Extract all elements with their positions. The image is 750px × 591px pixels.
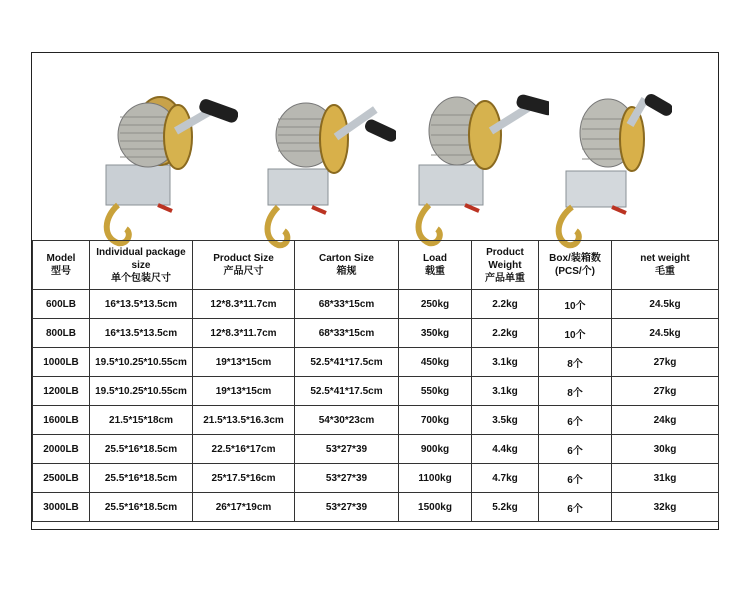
table-cell: 30kg xyxy=(612,435,719,464)
table-cell: 19.5*10.25*10.55cm xyxy=(90,348,193,377)
table-cell: 800LB xyxy=(33,319,90,348)
product-photo-band xyxy=(32,53,718,239)
table-cell: 25.5*16*18.5cm xyxy=(90,493,193,522)
table-cell: 16*13.5*13.5cm xyxy=(90,319,193,348)
table-row xyxy=(33,377,719,406)
table-cell: 19*13*15cm xyxy=(193,377,295,406)
table-row xyxy=(33,435,719,464)
table-cell: 350kg xyxy=(399,319,472,348)
table-cell: 25.5*16*18.5cm xyxy=(90,464,193,493)
table-cell: 10个 xyxy=(539,290,612,319)
table-cell: 6个 xyxy=(539,406,612,435)
table-cell: 5.2kg xyxy=(472,493,539,522)
table-cell: 4.7kg xyxy=(472,464,539,493)
table-cell: 8个 xyxy=(539,377,612,406)
column-header-carton-size: Carton Size 箱规 xyxy=(295,241,399,290)
table-cell: 3.1kg xyxy=(472,348,539,377)
table-row xyxy=(33,319,719,348)
table-cell: 25.5*16*18.5cm xyxy=(90,435,193,464)
table-cell: 27kg xyxy=(612,377,719,406)
table-row xyxy=(33,464,719,493)
table-cell: 450kg xyxy=(399,348,472,377)
spec-sheet xyxy=(31,52,719,530)
column-header-product-size: Product Size 产品尺寸 xyxy=(193,241,295,290)
table-cell: 31kg xyxy=(612,464,719,493)
table-cell: 52.5*41*17.5cm xyxy=(295,377,399,406)
table-cell: 27kg xyxy=(612,348,719,377)
table-cell: 24.5kg xyxy=(612,319,719,348)
table-cell: 32kg xyxy=(612,493,719,522)
table-cell: 54*30*23cm xyxy=(295,406,399,435)
table-cell: 900kg xyxy=(399,435,472,464)
table-cell: 12*8.3*11.7cm xyxy=(193,319,295,348)
table-cell: 6个 xyxy=(539,464,612,493)
table-cell: 1000LB xyxy=(33,348,90,377)
table-cell: 1500kg xyxy=(399,493,472,522)
table-cell: 25*17.5*16cm xyxy=(193,464,295,493)
table-cell: 3.1kg xyxy=(472,377,539,406)
table-cell: 2.2kg xyxy=(472,290,539,319)
table-cell: 1600LB xyxy=(33,406,90,435)
table-cell: 6个 xyxy=(539,435,612,464)
table-cell: 8个 xyxy=(539,348,612,377)
table-cell: 53*27*39 xyxy=(295,493,399,522)
table-cell: 19.5*10.25*10.55cm xyxy=(90,377,193,406)
table-cell: 10个 xyxy=(539,319,612,348)
column-header-box-qty: Box/装箱数 (PCS/个) xyxy=(539,241,612,290)
table-cell: 3000LB xyxy=(33,493,90,522)
table-cell: 600LB xyxy=(33,290,90,319)
hand-winch-image xyxy=(522,89,672,249)
hand-winch-image xyxy=(88,87,238,247)
table-cell: 19*13*15cm xyxy=(193,348,295,377)
table-cell: 21.5*13.5*16.3cm xyxy=(193,406,295,435)
table-cell: 21.5*15*18cm xyxy=(90,406,193,435)
table-cell: 22.5*16*17cm xyxy=(193,435,295,464)
table-cell: 1100kg xyxy=(399,464,472,493)
table-cell: 24kg xyxy=(612,406,719,435)
table-cell: 2.2kg xyxy=(472,319,539,348)
table-cell: 16*13.5*13.5cm xyxy=(90,290,193,319)
table-row xyxy=(33,493,719,522)
table-cell: 53*27*39 xyxy=(295,464,399,493)
table-cell: 24.5kg xyxy=(612,290,719,319)
table-cell: 3.5kg xyxy=(472,406,539,435)
column-header-product-weight: Product Weight 产品单重 xyxy=(472,241,539,290)
table-cell: 250kg xyxy=(399,290,472,319)
table-cell: 4.4kg xyxy=(472,435,539,464)
hand-winch-image xyxy=(246,89,396,249)
table-cell: 53*27*39 xyxy=(295,435,399,464)
table-cell: 2500LB xyxy=(33,464,90,493)
table-row xyxy=(33,290,719,319)
table-cell: 52.5*41*17.5cm xyxy=(295,348,399,377)
table-header-row xyxy=(33,241,719,290)
table-cell: 12*8.3*11.7cm xyxy=(193,290,295,319)
table-cell: 2000LB xyxy=(33,435,90,464)
table-row xyxy=(33,406,719,435)
table-cell: 1200LB xyxy=(33,377,90,406)
table-row xyxy=(33,348,719,377)
column-header-model: Model 型号 xyxy=(33,241,90,290)
table-cell: 6个 xyxy=(539,493,612,522)
table-cell: 550kg xyxy=(399,377,472,406)
column-header-net-weight: net weight 毛重 xyxy=(612,241,719,290)
table-cell: 26*17*19cm xyxy=(193,493,295,522)
spec-table xyxy=(32,240,719,522)
column-header-package-size: Individual package size 单个包装尺寸 xyxy=(90,241,193,290)
table-cell: 700kg xyxy=(399,406,472,435)
column-header-load: Load 载重 xyxy=(399,241,472,290)
table-cell: 68*33*15cm xyxy=(295,290,399,319)
table-cell: 68*33*15cm xyxy=(295,319,399,348)
